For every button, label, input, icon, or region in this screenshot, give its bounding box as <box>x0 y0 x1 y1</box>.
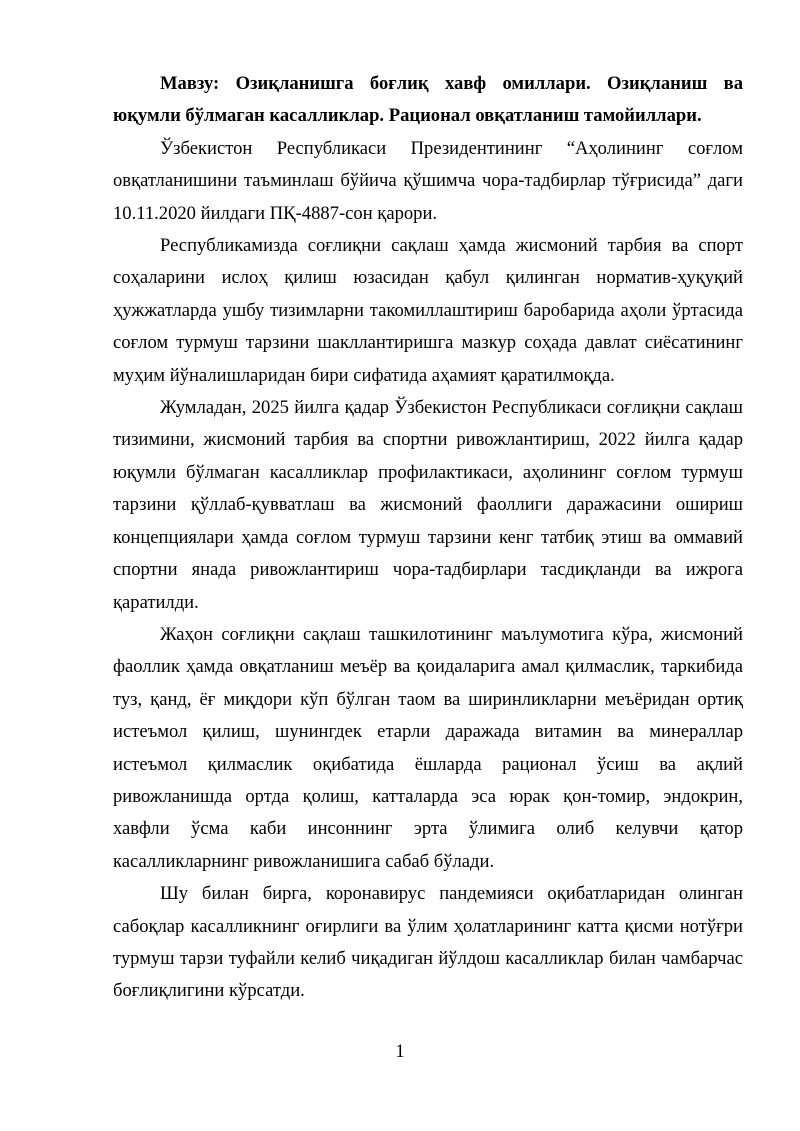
paragraph-concepts: Жумладан, 2025 йилга қадар Ўзбекистон Республикаси соғлиқни сақлаш тизимини, жисмоний тарбия ва спортни ривожлантириш, 2022 йилга қадар юқумли бўлмаган касалликлар профилактикаси, аҳолининг соғлом турмуш тарзини қўллаб-қувватлаш ва жисмоний фаоллиги даражасини ошириш концепциялари ҳамда соғлом турмуш тарзини кенг татбиқ этиш ва оммавий спортни янада ривожлантириш чора-тадбирлари тасдиқланди ва ижрога қаратилди. <box>113 397 743 613</box>
paragraph-pandemic: Шу билан бирга, коронавирус пандемияси оқибатларидан олинган сабоқлар касалликнинг оғирлиги ва ўлим ҳолатларининг катта қисми нотўғри турмуш тарзи туфайли келиб чиқадиган йўлдош касалликлар билан чамбарчас боғлиқлигини кўрсатди. <box>113 883 743 1002</box>
paragraph-reforms: Республикамизда соғлиқни сақлаш ҳамда жисмоний тарбия ва спорт соҳаларини ислоҳ қилиш юзасидан қабул қилинган норматив-ҳуқуқий ҳужжатларда ушбу тизимларни такомиллаштириш баробарида аҳоли ўртасида соғлом турмуш тарзини шакллантиришга мазкур соҳада давлат сиёсатининг муҳим йўналишларидан бири сифатида аҳамият қаратилмоқда. <box>113 235 743 386</box>
document-title: Мавзу: Озиқланишга боғлиқ хавф омиллари. Озиқланиш ва юқумли бўлмаган касалликлар. Рационал овқатланиш тамойиллари. <box>113 73 743 127</box>
paragraph-decree: Ўзбекистон Республикаси Президентининг “Аҳолининг соғлом овқатланишини таъминлаш бўйича қўшимча чора-тадбирлар тўғрисида” даги 10.11.2020 йилдаги ПҚ-4887-сон қарори. <box>113 137 743 224</box>
paragraph-who: Жаҳон соғлиқни сақлаш ташкилотининг маълумотига кўра, жисмоний фаоллик ҳамда овқатланиш меъёр ва қоидаларига амал қилмаслик, таркибида туз, қанд, ёғ миқдори кўп бўлган таом ва ширинликларни меъёридан ортиқ истеъмол қилиш, шунингдек етарли даражада витамин ва минераллар истеъмол қилмаслик оқибатида ёшларда рационал ўсиш ва ақлий ривожланишда ортда қолиш, катталарда эса юрак қон-томир, эндокрин, хавфли ўсма каби инсоннинг эрта ўлимига олиб келувчи қатор касалликларнинг ривожланишига сабаб бўлади. <box>113 623 743 872</box>
document-page <box>113 68 743 1008</box>
page-number: 1 <box>395 1041 405 1062</box>
